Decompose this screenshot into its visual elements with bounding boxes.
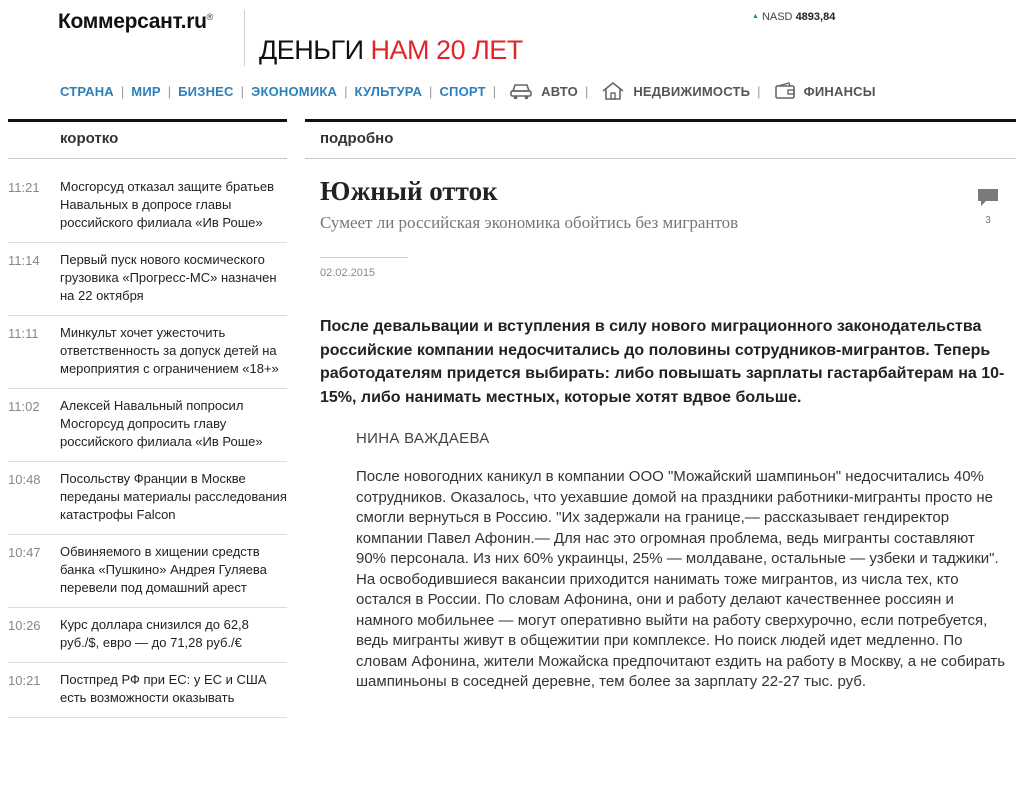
nav-separator: |	[120, 83, 125, 99]
nav-separator: |	[584, 83, 589, 99]
slogan	[259, 35, 523, 66]
logo-text: Коммерсант.ru	[58, 10, 207, 33]
comments-count: 3	[985, 215, 991, 226]
news-time: 10:21	[8, 673, 41, 688]
news-item[interactable]	[8, 170, 287, 243]
nav-finance[interactable]	[774, 82, 876, 100]
news-item[interactable]	[8, 389, 287, 462]
news-item[interactable]	[8, 663, 287, 718]
main-nav	[60, 79, 876, 103]
news-headline[interactable]: Курс доллара снизился до 62,8 руб./$, евро — до 71,28 руб./€	[60, 617, 249, 650]
news-headline[interactable]: Алексей Навальный попросил Мосгорсуд допросить главу российского филиала «Ив Роше»	[60, 398, 263, 449]
date-divider	[320, 257, 408, 258]
section-rule-left	[8, 158, 287, 159]
nav-link-business[interactable]: БИЗНЕС	[178, 83, 234, 99]
news-item[interactable]	[8, 535, 287, 608]
article-subtitle: Сумеет ли российская экономика обойтись без мигрантов	[320, 213, 739, 232]
news-headline[interactable]: Минкульт хочет ужесточить ответственность за допуск детей на мероприятия с ограничением «18+»	[60, 325, 279, 376]
slogan-part2: НАМ 20 ЛЕТ	[370, 35, 523, 65]
section-bar-right	[305, 119, 1016, 122]
article-date: 02.02.2015	[320, 267, 376, 279]
wallet-icon	[774, 82, 796, 100]
nav-finance-label: ФИНАНСЫ	[803, 83, 876, 99]
article-body: После новогодних каникул в компании ООО "Можайский шампиньон" недосчитались 40% сотрудников. Оказалось, что уехавшие домой на праздники работники-мигранты просто не смогли вернуться в Россию. "Их задержали на границе,— рассказывает гендиректор компании Павел Афонин.— Для нас это огромная проблема, ведь мигранты составляют 90% персонала. Из них 60% украинцы, 25% — молдаване, остальные — узбеки и таджики". На освободившиеся вакансии приходится нанимать тоже мигрантов, из числа тех, кто остался в России. По словам Афонина, они и работу делают качественнее россиян и намного мобильнее — могут оперативно выйти на работу сверхурочно, если потребуется, ведь мигранты живут в общежитии при комплексе. Но поиск людей идет медленно. По словам Афонина, жители Можайска предпочитают ездить на работу в Москву, а не собирать шампиньоны в соседней деревне, тем более за зарплату 22-27 тыс. руб.	[356, 468, 1006, 690]
header-divider	[244, 10, 245, 66]
nav-separator: |	[492, 83, 497, 99]
nav-separator: |	[757, 83, 761, 99]
nav-auto-label: АВТО	[541, 83, 578, 99]
article	[320, 176, 1010, 693]
nav-separator: |	[429, 83, 433, 99]
news-headline[interactable]: Обвиняемого в хищении средств банка «Пушкино» Андрея Гуляева перевели под домашний арест	[60, 544, 267, 595]
news-headline[interactable]: Первый пуск нового космического грузовика «Прогресс-МС» назначен на 22 октября	[60, 252, 277, 303]
news-feed	[8, 170, 287, 718]
nav-link-culture[interactable]: КУЛЬТУРА	[354, 83, 423, 99]
nav-separator: |	[167, 83, 172, 99]
section-title-brief[interactable]: коротко	[60, 130, 119, 147]
news-time: 10:26	[8, 618, 41, 633]
news-headline[interactable]: Посольству Франции в Москве переданы материалы расследования катастрофы Falcon	[60, 471, 287, 522]
news-time: 11:21	[8, 180, 40, 195]
nav-separator: |	[240, 83, 245, 99]
news-item[interactable]	[8, 316, 287, 389]
news-item[interactable]	[8, 243, 287, 316]
nav-realty-label: НЕДВИЖИМОСТЬ	[633, 83, 751, 99]
section-bar-left	[8, 119, 287, 122]
nav-realty[interactable]	[601, 81, 750, 101]
nav-link-economy[interactable]: ЭКОНОМИКА	[251, 83, 338, 99]
speech-bubble-icon	[977, 188, 999, 208]
news-item[interactable]	[8, 462, 287, 535]
nav-link-world[interactable]: МИР	[131, 83, 161, 99]
triangle-up-icon: ▲	[752, 13, 759, 20]
ticker-value: 4893,84	[795, 11, 836, 23]
news-time: 11:11	[8, 326, 39, 341]
site-logo[interactable]	[58, 10, 213, 34]
section-rule-right	[305, 158, 1016, 159]
news-time: 10:47	[8, 545, 41, 560]
news-time: 11:02	[8, 399, 40, 414]
article-lead: После девальвации и вступления в силу нового миграционного законодательства российские компании недосчитались до половины сотрудников-мигрантов. Теперь работодателям придется выбирать: либо повышать зарплаты гастарбайтерам на 10-15%, либо нанимать местных, которые хотят вдвое больше.	[320, 318, 1005, 406]
stock-ticker[interactable]	[752, 11, 835, 23]
nav-separator: |	[344, 83, 348, 99]
logo-registered-mark: ®	[206, 12, 213, 22]
nav-auto[interactable]	[509, 82, 578, 100]
car-icon	[509, 82, 533, 100]
nav-link-sport[interactable]: СПОРТ	[439, 83, 486, 99]
comments-link[interactable]	[974, 188, 1002, 226]
article-title: Южный отток	[320, 176, 498, 206]
nav-link-country[interactable]: СТРАНА	[60, 83, 114, 99]
news-time: 11:14	[8, 253, 40, 268]
news-headline[interactable]: Мосгорсуд отказал защите братьев Навальных в допросе главы российского филиала «Ив Роше»	[60, 179, 275, 230]
house-icon	[601, 81, 625, 101]
slogan-part1: ДЕНЬГИ	[259, 35, 371, 65]
ticker-label: NASD	[761, 11, 793, 23]
news-headline[interactable]: Постпред РФ при ЕС: у ЕС и США есть возможности оказывать	[60, 672, 267, 705]
section-title-detailed[interactable]: подробно	[320, 130, 394, 147]
news-time: 10:48	[8, 472, 41, 487]
news-item[interactable]	[8, 608, 287, 663]
article-author[interactable]: НИНА ВАЖДАЕВА	[356, 430, 490, 447]
